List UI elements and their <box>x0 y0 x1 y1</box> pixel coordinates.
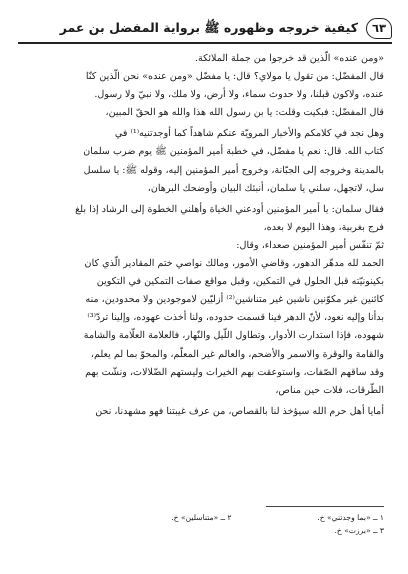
text-line: عنده، ولاكون قبلنا، ولا حدوث سماء، ولا أرض، ولا ملك، ولا نبيّ ولا رسول. <box>94 89 384 101</box>
text-line: سل، لاتجهل، سلني يا سلمان، أنبئك البيان وأوضحك البرهان، <box>147 182 384 194</box>
page-number: ٦٣ <box>366 18 392 39</box>
text-line: الطّرقات، فلات حين مناص، <box>275 384 384 396</box>
footnote-3: ٣ ــ «برزت» خ. <box>334 526 384 535</box>
text-line: وهل نجد في كلامكم والأخبار المرويّة عنكم شاهداً كما أوجدتنيه⁽¹⁾ في <box>114 128 384 140</box>
text-line: ثمّ تنفّس أمير المؤمنين صعداء، وقال: <box>236 239 384 251</box>
running-head: كيفية خروجه وظهوره ﷺ برواية المفضل بن عمر <box>59 20 358 35</box>
text-line: وقد ساقهم الصّفات، واستوعقت بهم الخيرات وليستهم الضّلالات، ونشّت بهم <box>85 366 384 378</box>
text-line: والقامة والوقرة والاسمر والأضحم، والعالم غير المعلّم، والمحوّ بما لم يعلم، <box>90 348 384 360</box>
text-line: كائنين غير مكوّنين ناشين غير متناشين⁽²⁾ أزليّين لاموجودين ولا محدودين، منه <box>85 294 384 306</box>
page-header <box>18 18 392 44</box>
text-line: فقال سلمان: يا أمير المؤمنين أودعني الخياة وأهلني الخطوة إلى الرشاد إذا بلغ <box>75 203 384 215</box>
text-line: أمايا أهل حرم الله سيؤخذ لنا بالقصاص، من عرف غيبتنا فهو مشهدنا، نحن <box>95 405 384 417</box>
footnote-row <box>22 511 384 524</box>
footnotes <box>22 506 384 537</box>
footnote-divider <box>266 506 384 507</box>
text-line: بدأنا وإليه نعود، لأنّ الدهر فينا قسمت حدوده، ولنا أخذت عهوده، وإلينا تردّ⁽³⁾ <box>87 312 384 324</box>
text-line: كتاب الله. قال: نعم يا مفضّل، في خطبة أمير المؤمنين ﷺ يوم ضرب سلمان <box>83 146 384 158</box>
body-text <box>22 50 384 421</box>
text-line: بالمدينة وخروجه إلى الجبّانة، وخروج أمير المؤمنين إليه، وقوله ﷺ: يا سلسل <box>83 164 384 176</box>
text-line: «ومن عنده» الّذين قد خرجوا من جملة الملائكة. <box>194 53 384 64</box>
text-line: فرج بغربية، وهذا اليوم لا بعده، <box>263 221 384 233</box>
text-line: الحمد لله مدهّر الدهور، وقاضي الأمور، ومالك نواصي ختم المقادير الّذي كان <box>84 258 384 270</box>
text-line: قال المفضّل: فبكيت وقلت: يا بن رسول الله هذا والله هو الحقّ المبين، <box>105 107 384 119</box>
text-line: شهوده، فإذا استدارت الأدوار، وتطاول اللّيل والنّهار، فالعلامة العلّامة والشامة <box>83 330 384 342</box>
footnote-row <box>22 524 384 537</box>
text-line: بكينونيّته قبل الحلول في التمكين، وقبل مواقع صفات التمكين في التكوين <box>96 276 384 288</box>
text-line: قال المفضّل: من تقول يا مولاي؟ قال: يا مفضّل «ومن عنده» نحن الّذين كنّا <box>85 71 384 83</box>
footnote-2: ٢ ــ «متناسلين» خ. <box>171 513 232 522</box>
footnote-1: ١ ــ «بما وجدتني» خ. <box>317 513 384 522</box>
